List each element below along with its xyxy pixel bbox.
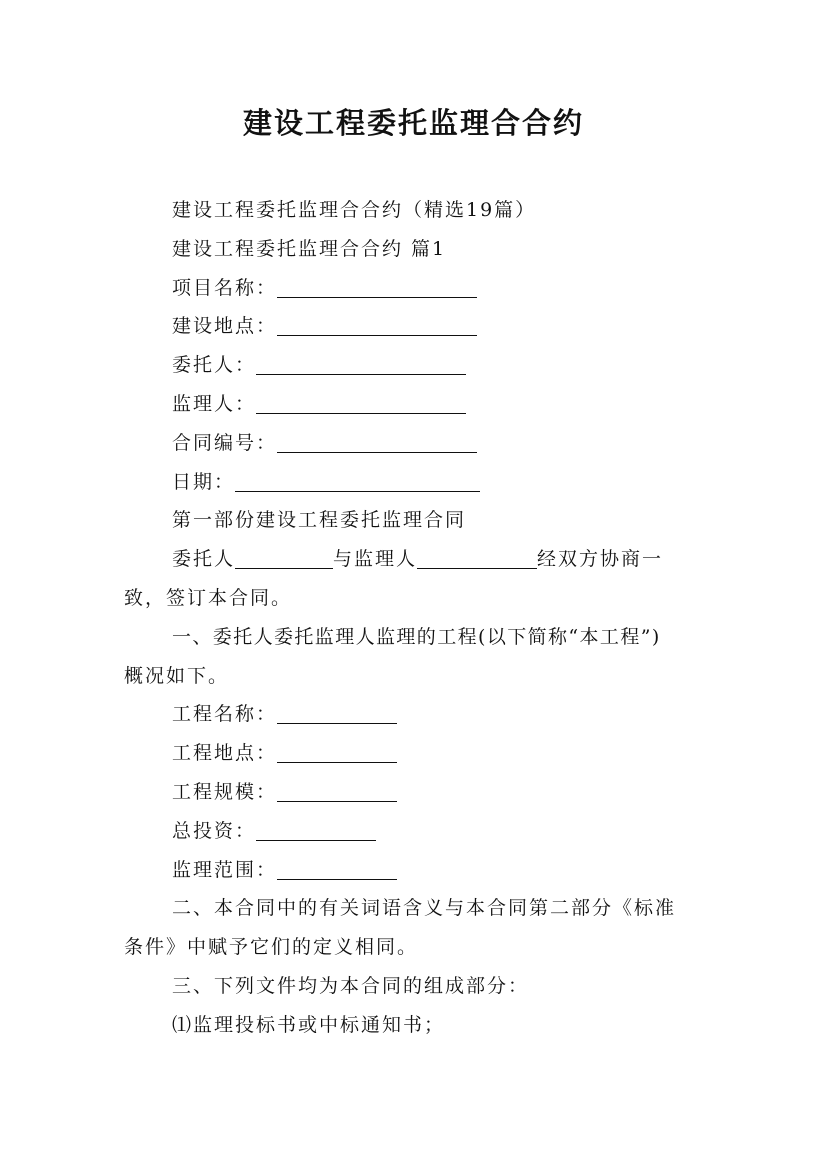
contract-no-line xyxy=(124,424,724,463)
investment-line xyxy=(124,812,724,851)
project-name-line xyxy=(124,269,724,308)
fill-blank xyxy=(256,816,376,841)
date-line xyxy=(124,463,724,502)
paragraph-line: 概况如下。 xyxy=(124,664,230,687)
field-label: 工程规模： xyxy=(172,780,278,803)
field-label: 合同编号： xyxy=(172,431,278,454)
text-line: 建设工程委托监理合合约 篇1 xyxy=(172,237,447,260)
paragraph-line: 二、本合同中的有关词语含义与本合同第二部分《标准 xyxy=(172,897,677,920)
fill-blank xyxy=(256,389,466,414)
paragraph-line xyxy=(124,540,724,579)
section-heading: 第一部份建设工程委托监理合同 xyxy=(172,509,467,532)
fill-blank xyxy=(417,544,537,569)
supervisor-line xyxy=(124,385,724,424)
field-label: 总投资： xyxy=(172,819,257,842)
text-span: 与监理人 xyxy=(333,548,418,571)
fill-blank xyxy=(277,428,477,453)
field-label: 工程地点： xyxy=(172,742,278,765)
paragraph-line: 致，签订本合同。 xyxy=(124,586,293,609)
fill-blank xyxy=(277,273,477,298)
document-body xyxy=(124,191,724,1045)
text-line: 建设工程委托监理合合约（精选19篇） xyxy=(172,199,537,221)
fill-blank xyxy=(277,855,397,880)
fill-blank xyxy=(277,699,397,724)
fill-blank xyxy=(235,544,333,569)
client-line xyxy=(124,346,724,385)
eng-name-line xyxy=(124,695,724,734)
build-site-line xyxy=(124,307,724,346)
eng-site-line xyxy=(124,734,724,773)
scope-line xyxy=(124,851,724,890)
field-label: 监理范围： xyxy=(172,858,278,881)
fill-blank xyxy=(277,777,397,802)
fill-blank xyxy=(277,311,477,336)
fill-blank xyxy=(277,738,397,763)
document-title: 建设工程委托监理合合约 xyxy=(242,106,584,140)
fill-blank xyxy=(235,467,480,492)
eng-scale-line xyxy=(124,773,724,812)
field-label: 项目名称： xyxy=(172,276,278,299)
field-label: 委托人： xyxy=(172,354,257,377)
field-label: 监理人： xyxy=(172,392,257,415)
paragraph-line: 条件》中赋予它们的定义相同。 xyxy=(124,936,419,959)
text-span: 委托人 xyxy=(172,548,236,571)
paragraph-line: 一、委托人委托监理人监理的工程(以下简称“本工程”) xyxy=(172,625,661,648)
fill-blank xyxy=(256,350,466,375)
field-label: 日期： xyxy=(172,470,236,493)
field-label: 建设地点： xyxy=(172,315,278,338)
text-span: 经双方协商一 xyxy=(537,548,664,571)
paragraph-line: 三、下列文件均为本合同的组成部分： xyxy=(172,974,530,997)
paragraph-line: ⑴监理投标书或中标通知书； xyxy=(172,1013,446,1036)
field-label: 工程名称： xyxy=(172,703,278,726)
